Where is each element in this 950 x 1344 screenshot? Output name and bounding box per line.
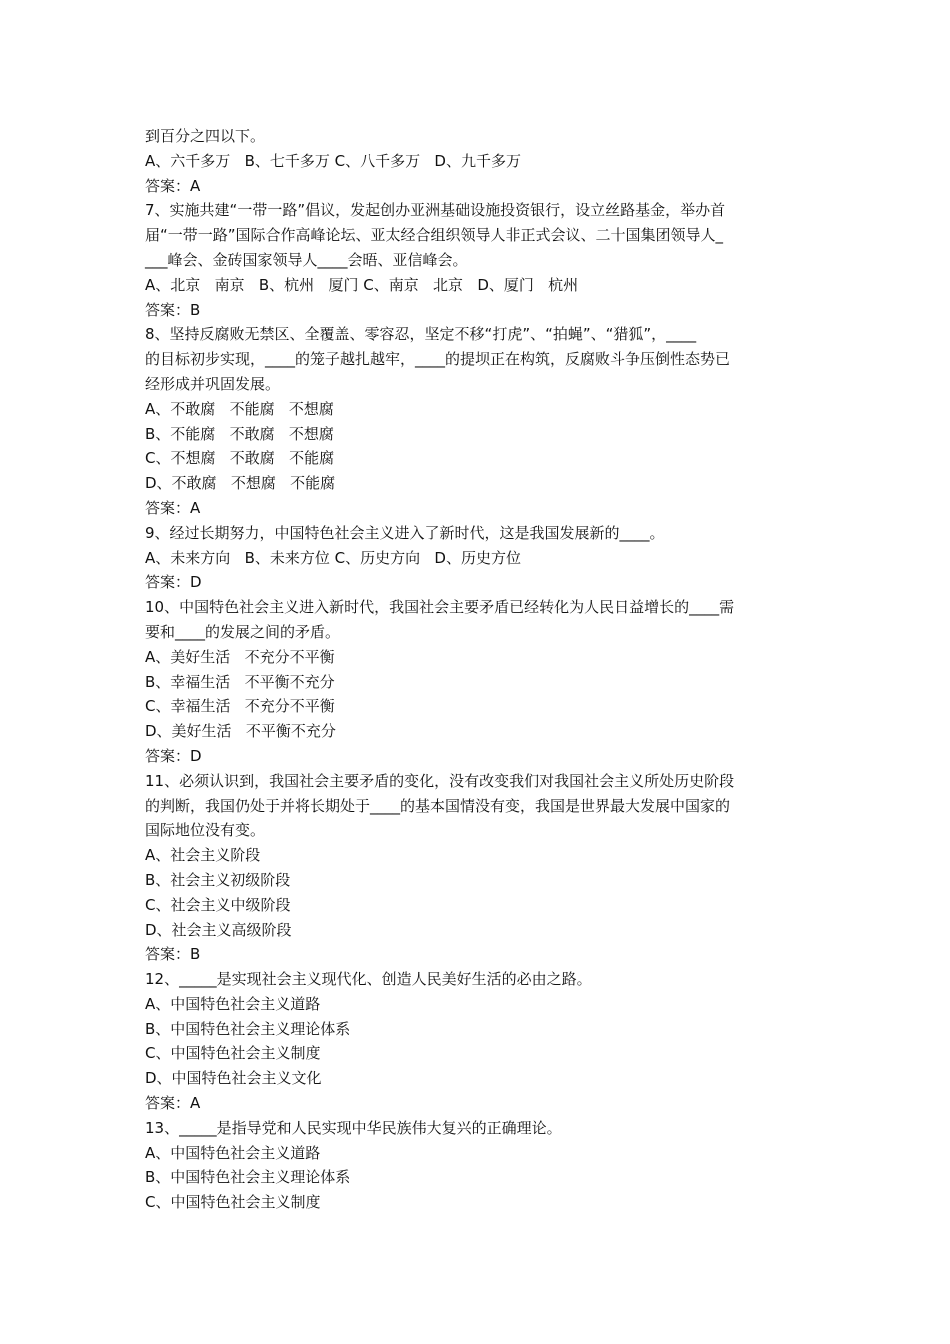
question-line: 9、经过长期努力，中国特色社会主义进入了新时代，这是我国发展新的____。 (145, 523, 665, 542)
answer-line: 答案：D (145, 746, 202, 765)
question-line: 7、实施共建“一带一路”倡议，发起创办亚洲基础设施投资银行，设立丝路基金，举办首 (145, 201, 726, 220)
question-line: 12、_____是实现社会主义现代化、创造人民美好生活的必由之路。 (145, 970, 592, 989)
option-line: D、中国特色社会主义文化 (145, 1069, 322, 1088)
question-line: 11、必须认识到，我国社会主要矛盾的变化，没有改变我们对我国社会主义所处历史阶段 (145, 771, 735, 790)
option-line: C、中国特色社会主义制度 (145, 1193, 321, 1212)
option-line: A、美好生活 不充分不平衡 (145, 647, 335, 666)
option-line: A、未来方向 B、未来方位 C、历史方向 D、历史方位 (145, 548, 521, 567)
question-line: 要和____的发展之间的矛盾。 (145, 622, 341, 641)
option-line: C、幸福生活 不充分不平衡 (145, 697, 335, 716)
option-line: D、社会主义高级阶段 (145, 920, 292, 939)
answer-line: 答案：B (145, 945, 201, 964)
option-line: D、不敢腐 不想腐 不能腐 (145, 474, 336, 493)
option-line: B、幸福生活 不平衡不充分 (145, 672, 335, 691)
question-line: 经形成并巩固发展。 (145, 374, 281, 393)
option-line: C、不想腐 不敢腐 不能腐 (145, 449, 335, 468)
option-line: A、北京 南京 B、杭州 厦门 C、南京 北京 D、厦门 杭州 (145, 275, 579, 294)
question-line: 的判断，我国仍处于并将长期处于____的基本国情没有变，我国是世界最大发展中国家的 (145, 796, 731, 815)
answer-line: 答案：D (145, 573, 202, 592)
option-line: A、六千多万 B、七千多万 C、八千多万 D、九千多万 (145, 151, 521, 170)
option-line: C、社会主义中级阶段 (145, 895, 291, 914)
question-line: 的目标初步实现，____的笼子越扎越牢，____的提坝正在构筑，反腐败斗争压倒性态势已 (145, 350, 731, 369)
answer-line: 答案：B (145, 300, 201, 319)
option-line: B、社会主义初级阶段 (145, 870, 291, 889)
option-line: B、中国特色社会主义理论体系 (145, 1168, 351, 1187)
document-page (145, 124, 810, 1215)
option-line: A、不敢腐 不能腐 不想腐 (145, 399, 334, 418)
option-line: A、中国特色社会主义道路 (145, 1143, 321, 1162)
answer-line: 答案：A (145, 498, 201, 517)
option-line: B、不能腐 不敢腐 不想腐 (145, 424, 334, 443)
question-line: 届“一带一路”国际合作高峰论坛、亚太经合组织领导人非正式会议、二十国集团领导人_ (145, 226, 724, 245)
option-line: A、中国特色社会主义道路 (145, 994, 321, 1013)
option-line: D、美好生活 不平衡不充分 (145, 722, 336, 741)
text-line: 到百分之四以下。 (145, 127, 266, 145)
option-line: A、社会主义阶段 (145, 846, 261, 865)
question-line: 13、_____是指导党和人民实现中华民族伟大复兴的正确理论。 (145, 1118, 562, 1137)
question-line: 10、中国特色社会主义进入新时代，我国社会主要矛盾已经转化为人民日益增长的____需 (145, 598, 735, 617)
option-line: C、中国特色社会主义制度 (145, 1044, 321, 1063)
option-line: B、中国特色社会主义理论体系 (145, 1019, 351, 1038)
answer-line: 答案：A (145, 1094, 201, 1113)
question-line: ___峰会、金砖国家领导人____会晤、亚信峰会。 (145, 250, 468, 269)
answer-line: 答案：A (145, 176, 201, 195)
question-line: 8、坚持反腐败无禁区、全覆盖、零容忍，坚定不移“打虎”、“拍蝇”、“猎狐”，____ (145, 325, 697, 344)
question-line: 国际地位没有变。 (145, 821, 266, 840)
